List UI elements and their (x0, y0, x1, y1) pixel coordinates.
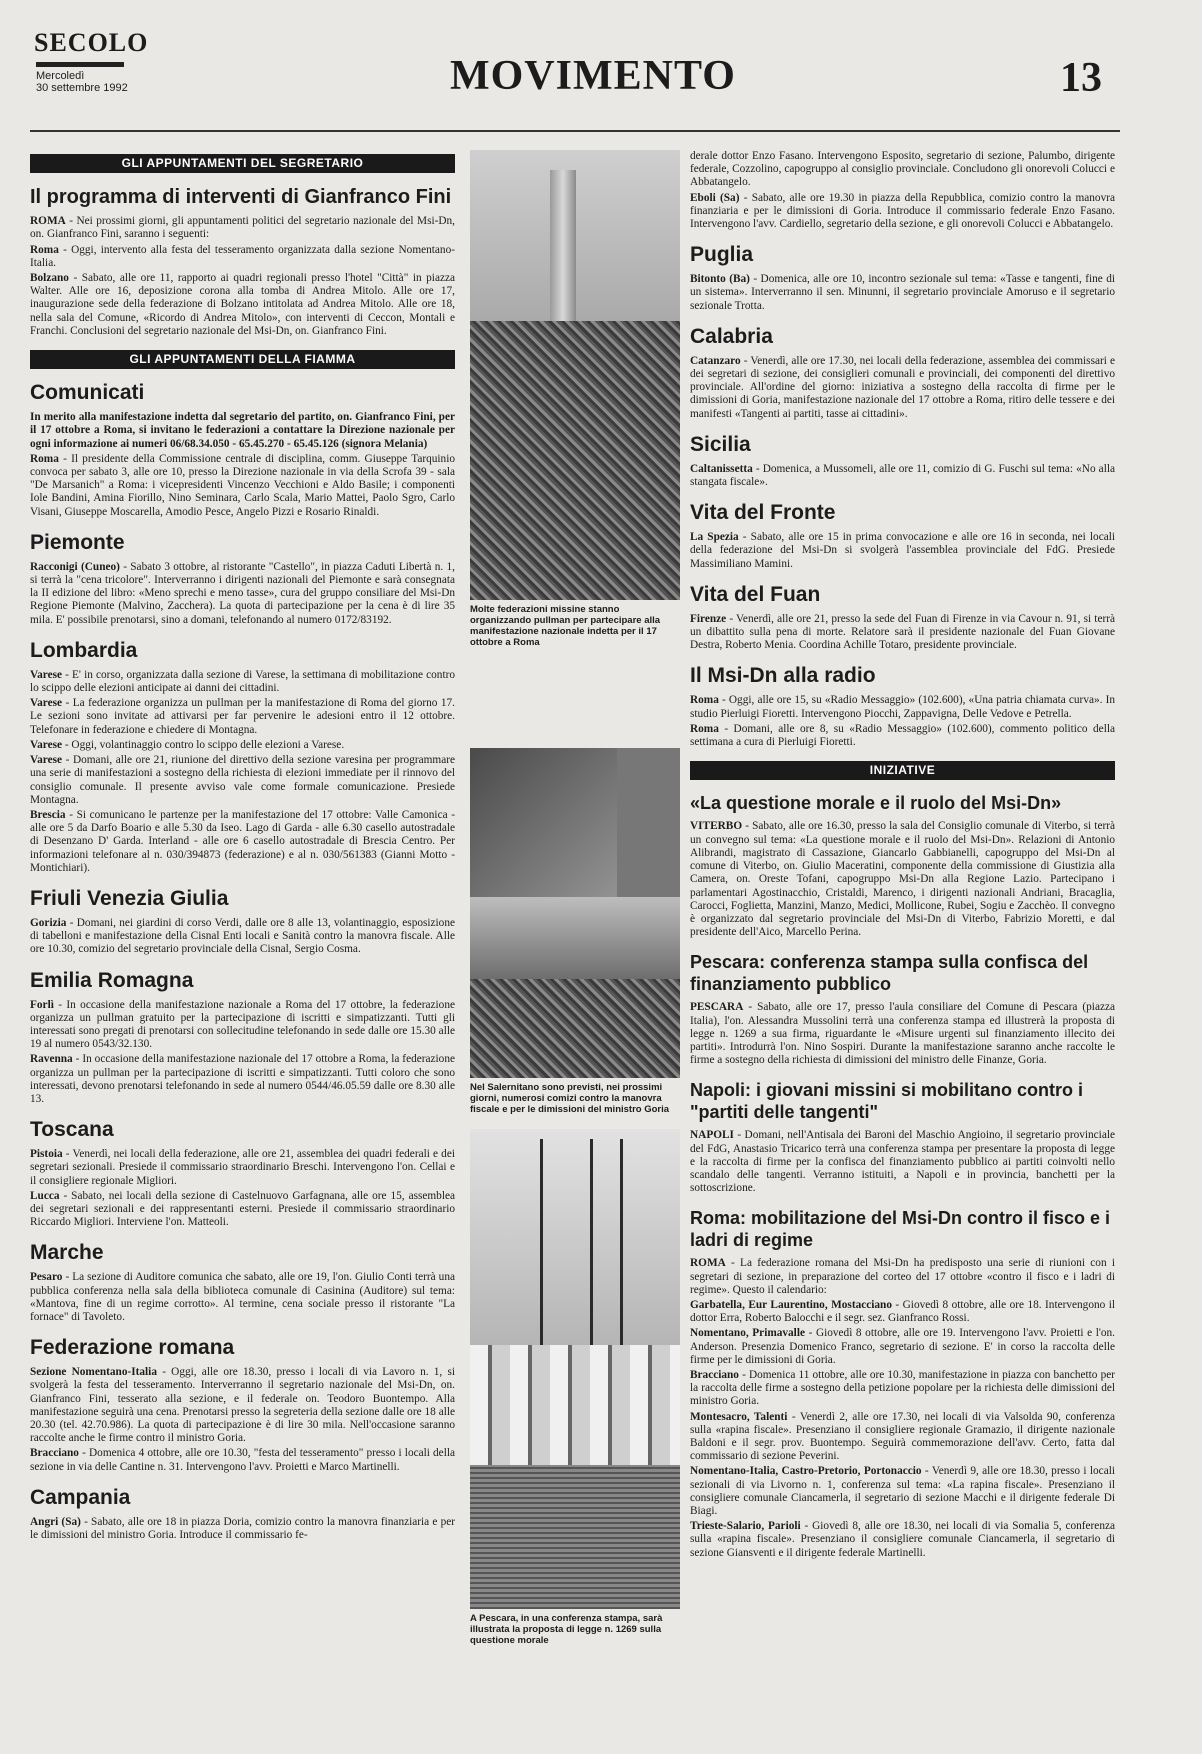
article-paragraph: Varese - La federazione organizza un pullman per la manifestazione di Roma del giorno 17. Le sezioni sono invitate ad attivarsi per far pervenire le adesioni entro il 12 ottobre. Telefonare in federazione e chiedere di Montagna. (30, 697, 455, 736)
photo-boats (470, 1345, 680, 1465)
headline-roma: Roma: mobilitazione del Msi-Dn contro il fisco e i ladri di regime (690, 1208, 1111, 1251)
headline-calabria: Calabria (690, 324, 773, 348)
photo-column (470, 150, 680, 1660)
article-paragraph: La Spezia - Sabato, alle ore 15 in prima convocazione e alle ore 16 in seconda, nei locali della federazione del Msi-Dn si svolgerà l'assemblea provinciale del FdG. Presiede Massimiliano Mamini. (690, 531, 1116, 570)
notice-location: ROMA (30, 215, 66, 228)
left-column (30, 150, 455, 1544)
article-paragraph: Bracciano - Domenica 4 ottobre, alle ore 10.30, "festa del tesseramento" presso i locali della sezione in via delle Cantine n. 31. Intervengono l'avv. Proietti e Marco Martinelli. (30, 1447, 455, 1473)
issue-day: Mercoledì (36, 70, 85, 82)
section-title: MOVIMENTO (450, 53, 736, 99)
notice-location: Bracciano (690, 1368, 739, 1381)
notice-location: Bolzano (30, 272, 69, 285)
logo-underline (36, 62, 124, 67)
article-paragraph: Nomentano, Primavalle - Giovedì 8 ottobre, alle ore 19. Intervengono l'avv. Proietti e l'on. Anderson. Presenzia Domenico Franco, segretario di sezione. E' in corso la raccolta delle firme per le dimissioni di Goria. (690, 1327, 1115, 1366)
headline-campania: Campania (30, 1485, 131, 1509)
notice-location: Bitonto (Ba) (690, 273, 750, 286)
notice-location: Angri (Sa) (30, 1515, 81, 1528)
article-paragraph: Roma - Domani, alle ore 8, su «Radio Messaggio» (102.600), commento politico della settimana a cura di Pierluigi Fioretti. (690, 722, 1115, 749)
article-paragraph: Roma - Il presidente della Commissione centrale di disciplina, comm. Giuseppe Tarquinio convoca per sabato 3, alle ore 10, presso la Direzione nazionale in via della Scrofa 39 - sala "De Marsanich" a Roma: i vicepresidenti Vincenzo Vecchioni e Aldo Basile; i componenti Iole Bandini, Amina Fiorillo, Nino Seminara, Carlo Scala, Mario Mattei, Paolo Sgro, Carlo Visani, Giuseppe Moscarella, Amodio Pesce, Angelo Pizzi e Rosario Rinaldi. (30, 452, 455, 518)
article-paragraph: Roma - Oggi, alle ore 15, su «Radio Messaggio» (102.600), «Una patria chiamata curva». In studio Pierluigi Fioretti. Intervengono Piocchi, Zappavigna, Delle Vedove e Petrella. (690, 694, 1115, 720)
article-paragraph: NAPOLI - Domani, nell'Antisala dei Baroni del Maschio Angioino, il segretario provinciale del FdG, Anastasio Tricarico terrà una conferenza stampa per presentare la proposta di legge e la raccolta di firme per la confisca del finanziamento pubblico ai partiti coinvolti nello scandalo delle tangenti. Verranno istituiti, a Napoli e in provincia, banchetti per la sottoscrizione. (690, 1129, 1115, 1195)
photo-harbor-pescara (470, 1129, 680, 1609)
photo-sky (470, 1129, 680, 1345)
notice-location: Caltanissetta (690, 462, 753, 475)
notice-location: PESCARA (690, 1001, 744, 1014)
right-column (690, 150, 1115, 1562)
article-paragraph: Pistoia - Venerdì, nei locali della federazione, alle ore 21, assemblea dei quadri federali e dei segretari sezionali. Presiede il commissario straordinario Breschi. Intervengono l'on. Cellai e il consigliere regionale Migliori. (30, 1148, 455, 1187)
article-paragraph: Bracciano - Domenica 11 ottobre, alle ore 10.30, manifestazione in piazza con banchetto per la raccolta delle firme a sostegno della petizione popolare per la richiesta delle dimissioni del ministro Goria. (690, 1368, 1115, 1408)
article-paragraph: derale dottor Enzo Fasano. Intervengono Esposito, segretario di sezione, Palumbo, dirigente federale, Cozzolino, capogruppo al consiglio provinciale. Concludono gli onorevoli Colucci e Abbatangelo. (690, 150, 1115, 189)
headline-toscana: Toscana (30, 1118, 114, 1142)
notice-location: Gorizia (30, 916, 67, 929)
notice-location: Garbatella, Eur Laurentino, Mostacciano (690, 1298, 892, 1311)
article-paragraph: Brescia - Si comunicano le partenze per la manifestazione del 17 ottobre: Valle Camonica - alle ore 5 da Darfo Boario e alle 5.30 da Iseo. Lago di Garda - alle 6.30 casello autostradale di Desenzano D' Garda. Interland - alle ore 6 casello autostradale di Brescia Centro. Per informazioni telefonare al n. 030/394873 (federazione) e al n. 030/561383 (Gianni Motto - Montichiari). (30, 808, 455, 874)
article-paragraph: ROMA - Nei prossimi giorni, gli appuntamenti politici del segretario nazionale del Msi-Dn, on. Gianfranco Fini, saranno i seguenti: (30, 215, 455, 241)
notice-location: Ravenna (30, 1053, 73, 1066)
notice-location: Trieste-Salario, Parioli (690, 1520, 801, 1533)
notice-location: Pistoia (30, 1148, 63, 1161)
header-rule (30, 130, 1120, 132)
notice-location: Brescia (30, 808, 66, 821)
notice-location: Varese (30, 754, 63, 767)
photo-water (470, 1465, 680, 1609)
notice-location: ROMA (690, 1257, 726, 1270)
article-paragraph: ROMA - La federazione romana del Msi-Dn ha predisposto una serie di riunioni con i segretari di sezione, in preparazione del corteo del 17 ottobre «contro il fisco e i ladri di regime». Questo il calendario: (690, 1257, 1115, 1296)
notice-location: Varese (30, 668, 63, 681)
article-paragraph: Bolzano - Sabato, alle ore 11, rapporto ai quadri regionali presso l'hotel "Città" in piazza Walter. Alle ore 16, deposizione corona alla tomba di Andrea Mitolo. Alle ore 17, inaugurazione sede della federazione di Bolzano intitolata ad Andrea Mitolo. Alle ore 18, nella sala del Comune, «Ricordo di Andrea Mitolo», con interventi di Ceccon, Montali e Franchi. Conclusioni del segretario nazionale del Msi-Dn, on. Gianfranco Fini. (30, 272, 455, 337)
headline-questione-morale: «La questione morale e il ruolo del Msi-Dn» (690, 793, 1062, 814)
notice-location: Lucca (30, 1189, 60, 1202)
article-paragraph: Varese - Domani, alle ore 21, riunione del direttivo della sezione varesina per programmare una serie di manifestazioni a sostegno della richiesta di elezioni immediate per il rinnovo del consiglio comunale. Il presente avviso vale come formale comunicazione. Presiede Montagna. (30, 754, 455, 806)
article-paragraph: Ravenna - In occasione della manifestazione nazionale del 17 ottobre a Roma, la federazione organizza un pullman per la partecipazione di iscritti e simpatizzanti. Tutti coloro che sono interessati, devono prenotarsi telefonando in sede al numero 0544/46.05.59 dalle ore 8.30 alle 13. (30, 1053, 455, 1105)
photo-caption: Molte federazioni missine stanno organizzando pullman per partecipare alla manifestazione nazionale indetta per il 17 ottobre a Roma (470, 604, 661, 648)
notice-location: Pesaro (30, 1271, 63, 1284)
article-paragraph: Racconigi (Cuneo) - Sabato 3 ottobre, al ristorante "Castello", in piazza Caduti Libertà n. 1, si terrà la "cena tricolore". Interverranno i dirigenti nazionali del Piemonte e sarà consegnata la II edizione del libro: «Meno sprechi e meno tasse», cura del gruppo consiliare del Msi-Dn Regione Piemonte (Malvino, Zacchera). La quota di partecipazione per la cena è di lire 35 mila. E' possibile prenotarsi, sino a domani, telefonando al numero 0172/83192. (30, 560, 455, 626)
photo-rally-rome (470, 150, 680, 600)
notice-location: Catanzaro (690, 354, 741, 367)
article-paragraph: Trieste-Salario, Parioli - Giovedì 8, alle ore 18.30, nei locali di via Somalia 5, conferenza sulla «rapina fiscale». Presenziano il consigliere comunale Ciancamerla, il segretario di sezione Giansventi e il dirigente federale Martinelli. (690, 1520, 1115, 1559)
headline-piemonte: Piemonte (30, 530, 125, 554)
notice-location: Roma (30, 452, 59, 465)
headline-pescara: Pescara: conferenza stampa sulla confisca del finanziamento pubblico (690, 952, 1089, 995)
dateline (36, 70, 128, 94)
headline-puglia: Puglia (690, 243, 754, 267)
newspaper-logo: SECOLO (34, 28, 149, 57)
notice-location: Montesacro, Talenti (690, 1410, 788, 1423)
photo-caption: A Pescara, in una conferenza stampa, sarà illustrata la proposta di legge n. 1269 sulla questione morale (470, 1613, 663, 1646)
headline-marche: Marche (30, 1241, 104, 1265)
article-paragraph: Bitonto (Ba) - Domenica, alle ore 10, incontro sezionale sul tema: «Tasse e tangenti, fine di un sistema». Interverranno il sen. Minunni, il segretario provinciale Amoruso e il segretario sezionale Trotta. (690, 273, 1115, 312)
article-paragraph: Angri (Sa) - Sabato, alle ore 18 in piazza Doria, comizio contro la manovra finanziaria e per le dimissioni del ministro Goria. Introduce il commissario fe- (30, 1515, 455, 1542)
band-fiamma: GLI APPUNTAMENTI DELLA FIAMMA (30, 350, 455, 369)
headline-vita-fuan: Vita del Fuan (690, 582, 821, 606)
notice-location: Bracciano (30, 1447, 79, 1460)
article-paragraph: Varese - Oggi, volantinaggio contro lo scippo delle elezioni a Varese. (30, 738, 345, 751)
photo-caption: Nel Salernitano sono previsti, nei prossimi giorni, numerosi comizi contro la manovra fiscale e per le dimissioni del ministro Goria (470, 1082, 670, 1115)
headline-emilia: Emilia Romagna (30, 968, 194, 992)
article-paragraph: Nomentano-Italia, Castro-Pretorio, Portonaccio - Venerdì 9, alle ore 18.30, presso i locali sezionali di via Livorno n. 1, conferenza sul tema: «La rapina fiscale». Presenziano il consigliere comunale Ciancamerla, il segretario di sezione Macchi e il dirigente federale Di Biagi. (690, 1465, 1115, 1517)
notice-location: Varese (30, 738, 63, 751)
notice-location: Roma (690, 694, 719, 707)
headline-vita-fronte: Vita del Fronte (690, 501, 836, 525)
article-paragraph: Catanzaro - Venerdì, alle ore 17.30, nei locali della federazione, assemblea dei commissari e dei segretari di sezione, dei consiglieri comunali e provinciali, dei componenti del direttivo provinciale. All'ordine del giorno: iniziativa a sostegno della raccolta di firme per le dimissioni di Goria, manifestazione nazionale del 17 ottobre a Roma, ritiro delle tessere e dei manifesti «Tangenti ai partiti, tasse ai cittadini». (690, 354, 1115, 420)
article-paragraph: Gorizia - Domani, nei giardini di corso Verdi, dalle ore 8 alle 13, volantinaggio, esposizione di tabelloni e manifestazione della Cisnal Enti locali e Sanità contro la manovra fiscale. Alle ore 10.30, comizio del segretario provinciale della Cisnal, Sergio Cosma. (30, 916, 455, 956)
headline-radio: Il Msi-Dn alla radio (690, 664, 876, 688)
article-paragraph: Lucca - Sabato, nei locali della sezione di Castelnuovo Garfagnana, alle ore 15, assemblea dei segretari sezionali e dei rappresentanti esterni. Presiede il commissario straordinario Riccardo Migliori. Interviene l'on. Matteoli. (30, 1189, 455, 1229)
article-paragraph: PESCARA - Sabato, alle ore 17, presso l'aula consiliare del Comune di Pescara (piazza Italia), l'on. Alessandra Mussolini terrà una conferenza stampa ed illustrerà la proposta di legge n. 1269 a sua firma, riguardante le «Misure urgenti sul finanziamento illecito dei partiti». Introdurrà l'on. Nino Sospiri. Durante la manifestazione saranno anche raccolte le firme a sostegno della richiesta di dimissioni del ministro delle Finanze, Goria. (690, 1001, 1115, 1067)
photo-town (470, 979, 680, 1078)
notice-location: Nomentano-Italia, Castro-Pretorio, Portonaccio (690, 1465, 922, 1478)
photo-crowd (470, 321, 680, 600)
article-paragraph: Caltanissetta - Domenica, a Mussomeli, alle ore 11, comizio di G. Fuschi sul tema: «No alla stangata fiscale». (690, 462, 1115, 489)
headline-sicilia: Sicilia (690, 432, 751, 456)
article-paragraph: Montesacro, Talenti - Venerdì 2, alle ore 17.30, nei locali di via Valsolda 90, conferenza sulla «rapina fiscale». Presenziano il consigliere regionale Gramazio, il dirigente nazionale Baldoni e il segr. prov. Buontempo. Seguirà commemorazione dell'avv. Certo, fatta dal commissario di sezione Peverini. (690, 1410, 1115, 1463)
headline-comunicati: Comunicati (30, 381, 145, 405)
article-paragraph: Forlì - In occasione della manifestazione nazionale a Roma del 17 ottobre, la federazione organizza un pullman gratuito per la partecipazione di iscritti e simpatizzanti. Tutti gli interessati sono pregati di prenotarsi con sollecitudine telefonando in sede dalle ore 15.30 alle 19 al numero 0543/32.130. (30, 998, 455, 1051)
notice-location: Racconigi (Cuneo) (30, 560, 120, 573)
article-paragraph: Varese - E' in corso, organizzata dalla sezione di Varese, la settimana di mobilitazione contro lo scippo delle elezioni anticipate ai danni dei cittadini. (30, 668, 455, 695)
headline-fini: Il programma di interventi di Gianfranco Fini (30, 186, 452, 209)
page-number: 13 (1060, 55, 1102, 101)
headline-friuli: Friuli Venezia Giulia (30, 886, 229, 910)
notice-location: La Spezia (690, 531, 739, 544)
notice-location: VITERBO (690, 820, 743, 833)
article-paragraph: VITERBO - Sabato, alle ore 16.30, presso la sala del Consiglio comunale di Viterbo, si terrà un convegno sul tema: «La questione morale e il ruolo del Msi-Dn». Relazioni di Antonio Alibrandi, magistrato di Cassazione, Giancarlo Gabbianelli, capogruppo del Msi-Dn al comune di Viterbo, on. Giulio Maceratini, componente della commissione di Giustizia alla Camera, on. Oreste Tofani, capogruppo Msi-Dn alla Regione Lazio. Partecipano i parlamentari Agostinacchio, Cristaldi, Marenco, i dirigenti nazionali Andriani, Bracaglia, Carocci, Foglietta, Manzini, Manzo, Medici, Mollicone, Rubei, Sogiu e Zacchèo. Il convegno è organizzato dal segretario provinciale del Msi-Dn di Viterbo, Fabrizio Moretti, e dal presidente dell'Aico, Marcello Perina. (690, 820, 1115, 939)
notice-location: Eboli (Sa) (690, 191, 740, 204)
headline-federazione-romana: Federazione romana (30, 1336, 235, 1360)
article-paragraph: Garbatella, Eur Laurentino, Mostacciano - Giovedì 8 ottobre, alle ore 18. Intervengono il dottor Erra, Roberto Balocchi e il segr. sez. Gianfranco Rossi. (690, 1298, 1116, 1325)
notice-location: Varese (30, 697, 63, 710)
notice-location: NAPOLI (690, 1129, 734, 1142)
notice-location: Nomentano, Primavalle (690, 1327, 805, 1340)
notice-location: Forlì (30, 998, 54, 1011)
issue-date: 30 settembre 1992 (36, 82, 128, 94)
article-paragraph: Sezione Nomentano-Italia - Oggi, alle ore 18.30, presso i locali di via Lavoro n. 1, si svolgerà la festa del tesseramento. Interverranno il segretario nazionale del Msi-Dn, on. Gianfranco Fini, tesserato alla sezione, e il federale on. Teodoro Buontempo. Alla manifestazione seguirà una cena. Prenotarsi presso la segreteria della sezione dalle ore 18 alle 20.30 (tel. 42.70.986). La quota di partecipazione è di lire 30 mila. Nell'occasione saranno raccolte anche le firme contro il ministro Goria. (30, 1366, 455, 1445)
band-iniziative: INIZIATIVE (690, 761, 1115, 780)
article-paragraph: Roma - Oggi, intervento alla festa del tesseramento organizzata dalla sezione Nomentano-Italia. (30, 243, 455, 269)
band-segretario: GLI APPUNTAMENTI DEL SEGRETARIO (30, 154, 455, 173)
notice-location: Firenze (690, 612, 727, 625)
notice-location: Roma (30, 243, 59, 256)
comunicati-lead: In merito alla manifestazione indetta dal segretario del partito, on. Gianfranco Fini, per il 17 ottobre a Roma, si invitano le federazioni a contattare la Direzione nazionale per ogni informazione ai numeri 06/68.34.050 - 65.45.270 - 65.45.126 (signora Melania) (30, 411, 455, 450)
article-paragraph: Eboli (Sa) - Sabato, alle ore 19.30 in piazza della Repubblica, comizio contro la manovra finanziaria e per le dimissioni di Goria. Introduce il commissario federale Enzo Fasano. Intervengono l'avv. Cardiello, segretario della sezione, e gli onorevoli Colucci e Abbatangelo. (690, 191, 1115, 231)
headline-lombardia: Lombardia (30, 638, 138, 662)
notice-location: Roma (690, 722, 719, 735)
headline-napoli: Napoli: i giovani missini si mobilitano contro i "partiti delle tangenti" (690, 1080, 1084, 1123)
photo-sea (470, 897, 680, 980)
masthead (30, 22, 1110, 132)
photo-coast-salerno (470, 748, 680, 1078)
article-paragraph: Pesaro - La sezione di Auditore comunica che sabato, alle ore 19, l'on. Giulio Conti terrà una pubblica conferenza nella sala della biblioteca comunale di Casinina (Auditore) sul tema: «Mantova, fine di un regime corrotto». Al termine, cena sociale presso il ristorante "La fornace" di Tavoleto. (30, 1271, 455, 1323)
notice-location: Sezione Nomentano-Italia (30, 1366, 157, 1379)
article-paragraph: Firenze - Venerdì, alle ore 21, presso la sede del Fuan di Firenze in via Cavour n. 91, si terrà un dibattito sulla pena di morte. Relatore sarà il presidente nazionale del Fuan Giovane Destra, Roberto Menia. Coordina Achille Totaro, presidente provinciale. (690, 612, 1115, 652)
